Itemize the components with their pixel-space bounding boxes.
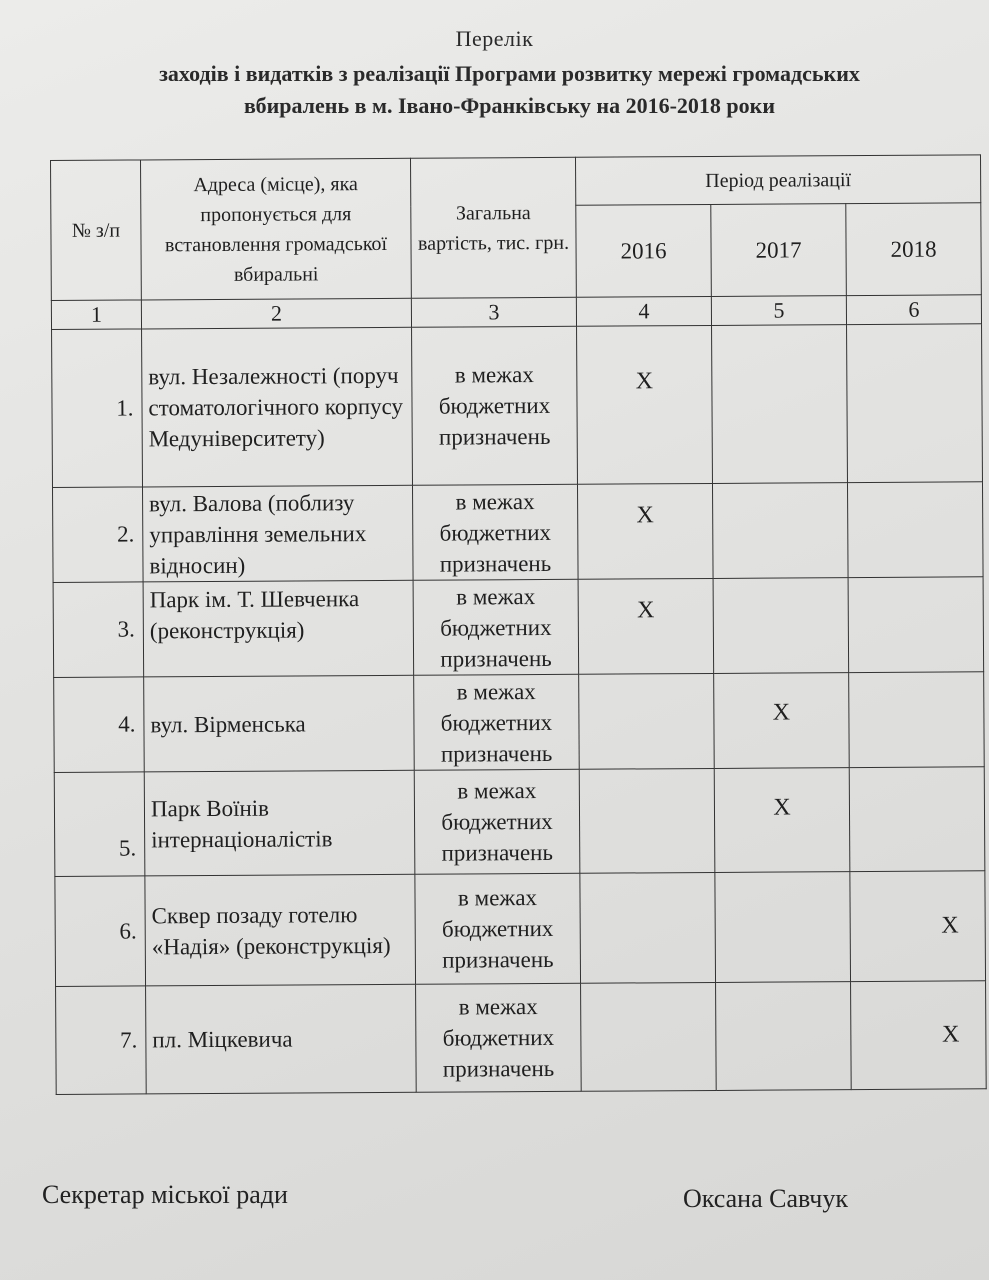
row-mark-2018 — [849, 672, 985, 768]
row-mark-2016: Х — [577, 325, 713, 484]
row-number: 4. — [54, 677, 145, 773]
header-period: Період реалізації — [575, 155, 980, 205]
table-row — [52, 324, 983, 488]
column-number: 1 — [51, 300, 141, 330]
toilets-table-wrapper — [50, 154, 986, 1095]
header-year-2017: 2017 — [711, 204, 847, 297]
table-row — [53, 482, 984, 583]
table-row — [56, 981, 987, 1095]
row-address: Парк Воїнів інтернаціоналістів — [144, 770, 415, 876]
row-mark-2017: Х — [714, 673, 850, 769]
row-number: 5. — [54, 772, 145, 877]
row-mark-2017 — [712, 483, 848, 579]
header-address: Адреса (місце), яка пропонується для встановлення громадської вбиральні — [141, 158, 412, 300]
header-year-2016: 2016 — [576, 204, 712, 297]
row-mark-2016: Х — [578, 578, 714, 674]
row-mark-2017 — [712, 325, 848, 484]
column-number: 6 — [846, 295, 981, 325]
table-row — [53, 577, 984, 678]
row-address: Парк ім. Т. Шевченка (реконструкція) — [143, 580, 414, 677]
row-address: пл. Міцкевича — [146, 984, 417, 1094]
row-mark-2016 — [580, 872, 716, 983]
row-number: 6. — [55, 876, 146, 987]
row-cost: в межах бюджетних призначень — [412, 326, 578, 485]
row-mark-2017: Х — [714, 768, 850, 873]
row-cost: в межах бюджетних призначень — [412, 484, 578, 580]
document-subtitle-line1: заходів і видатків з реалізації Програми розвитку мережі громадських — [159, 61, 860, 86]
column-number: 3 — [411, 297, 576, 327]
row-mark-2016 — [581, 982, 717, 1091]
header-num: № з/п — [51, 160, 142, 301]
column-number: 4 — [576, 296, 711, 326]
signature-name: Оксана Савчук — [683, 1184, 848, 1213]
row-number: 7. — [56, 986, 147, 1095]
row-mark-2018: Х — [851, 981, 987, 1090]
row-mark-2017 — [716, 982, 852, 1091]
row-mark-2018: Х — [850, 871, 986, 982]
table-row — [55, 871, 986, 987]
row-mark-2016 — [579, 768, 715, 873]
header-year-2018: 2018 — [846, 203, 982, 296]
toilets-table — [50, 154, 987, 1095]
row-number: 1. — [52, 329, 143, 488]
row-number: 3. — [53, 582, 144, 678]
row-cost: в межах бюджетних призначень — [415, 873, 581, 984]
row-cost: в межах бюджетних призначень — [416, 983, 582, 1092]
row-mark-2018 — [848, 577, 984, 673]
row-cost: в межах бюджетних призначень — [414, 769, 580, 874]
column-number: 5 — [711, 296, 846, 326]
table-row — [54, 672, 985, 773]
row-mark-2018 — [847, 482, 983, 578]
row-cost: в межах бюджетних призначень — [414, 674, 580, 770]
row-mark-2018 — [847, 324, 983, 483]
row-cost: в межах бюджетних призначень — [413, 579, 579, 675]
row-address: Сквер позаду готелю «Надія» (реконструкція) — [145, 874, 416, 986]
row-mark-2016 — [579, 673, 715, 769]
row-mark-2017 — [713, 578, 849, 674]
row-mark-2016: Х — [577, 483, 713, 579]
table-row — [54, 767, 985, 877]
row-address: вул. Вірменська — [144, 675, 415, 772]
document-subtitle-line2: вбиралень в м. Івано-Франківську на 2016-2018 роки — [243, 93, 776, 118]
row-address: вул. Валова (поблизу управління земельних відносин) — [142, 485, 413, 582]
document-subtitle — [0, 58, 989, 122]
row-mark-2017 — [715, 872, 851, 983]
row-address: вул. Незалежності (поруч стоматологічного корпусу Медуніверситету) — [142, 327, 413, 487]
column-number: 2 — [141, 298, 411, 329]
row-number: 2. — [53, 487, 144, 583]
header-cost: Загальна вартість, тис. грн. — [410, 157, 576, 298]
document-title: Перелік — [455, 26, 534, 51]
signature-position: Секретар міської ради — [42, 1180, 288, 1209]
row-mark-2018 — [849, 767, 985, 872]
